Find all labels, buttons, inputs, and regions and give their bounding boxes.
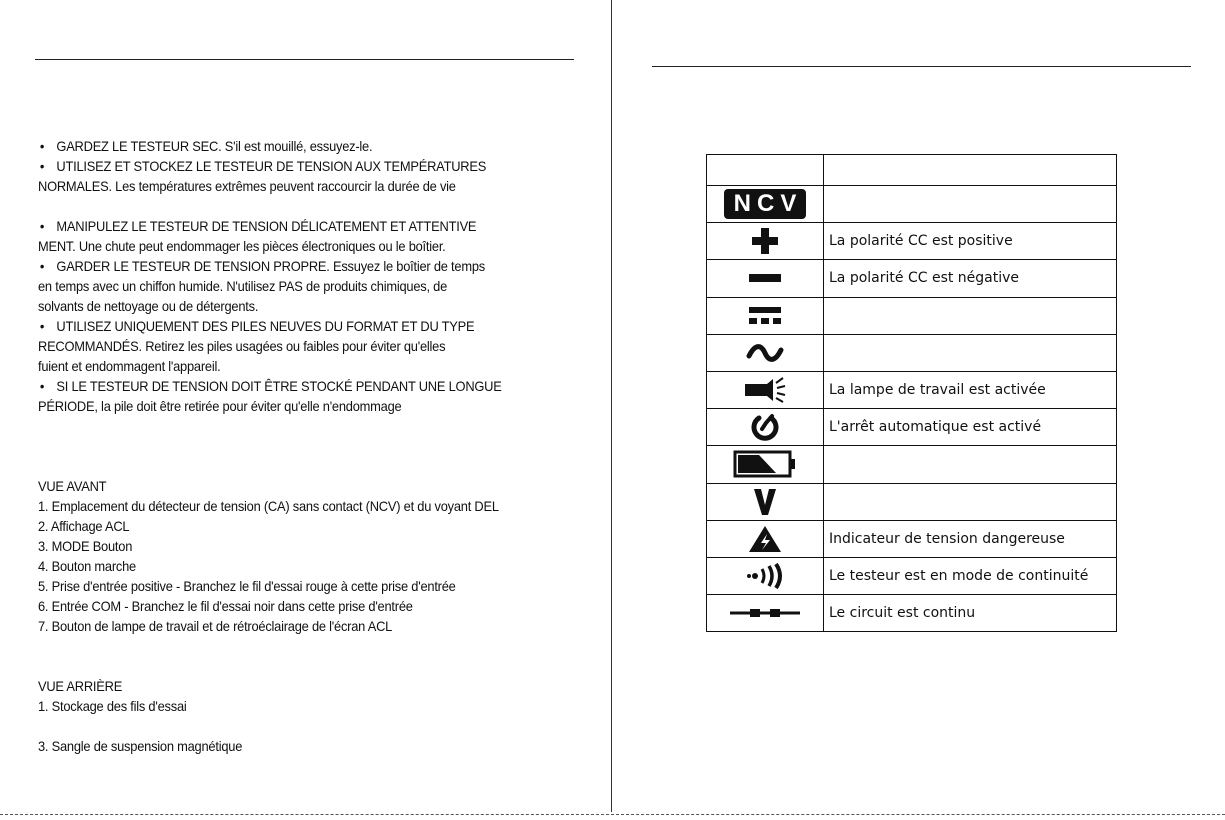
symbol-cell: [707, 297, 824, 334]
front-view-item: 5. Prise d'entrée positive - Branchez le fil d'essai rouge à cette prise d'entrée: [38, 578, 456, 594]
rear-view-item: 3. Sangle de suspension magnétique: [38, 738, 243, 754]
continuity-sound-icon: [743, 562, 787, 590]
symbol-cell: [707, 557, 824, 594]
symbol-description: Le testeur est en mode de continuité: [824, 557, 1117, 594]
symbol-table-header-row: [707, 155, 1117, 186]
symbol-cell: [707, 520, 824, 557]
table-row: [707, 297, 1117, 334]
right-header-rule: [652, 66, 1191, 67]
symbol-cell: [707, 371, 824, 408]
precaution-line: MENT. Une chute peut endommager les pièces électroniques ou le boîtier.: [38, 238, 446, 254]
high-voltage-warning-icon: [747, 524, 783, 554]
symbol-description: [824, 483, 1117, 520]
front-view-heading: VUE AVANT: [38, 478, 107, 494]
symbol-description: [824, 446, 1117, 483]
minus-icon: [748, 268, 782, 288]
symbol-cell: [707, 409, 824, 446]
precaution-line: solvants de nettoyage ou de détergents.: [38, 298, 259, 314]
table-row: [707, 557, 1117, 594]
symbol-description: La lampe de travail est activée: [824, 371, 1117, 408]
table-row: [707, 595, 1117, 632]
symbol-cell: [707, 186, 824, 223]
plus-icon: [750, 226, 780, 256]
front-view-item: 1. Emplacement du détecteur de tension (CA) sans contact (NCV) et du voyant DEL: [38, 498, 499, 514]
work-lamp-icon: [743, 375, 787, 405]
precaution-line: RECOMMANDÉS. Retirez les piles usagées ou faibles pour éviter qu'elles: [38, 338, 446, 354]
precaution-line: en temps avec un chiffon humide. N'utilisez PAS de produits chimiques, de: [38, 278, 448, 294]
table-row: [707, 223, 1117, 260]
volt-icon: [752, 487, 778, 517]
symbol-description: La polarité CC est négative: [824, 260, 1117, 297]
ac-wave-icon: [746, 342, 784, 364]
precaution-line: PÉRIODE, la pile doit être retirée pour éviter qu'elle n'endommage: [38, 398, 402, 414]
precaution-line: fuient et endommagent l'appareil.: [38, 358, 221, 374]
symbol-description: L'arrêt automatique est activé: [824, 409, 1117, 446]
precaution-line: • GARDEZ LE TESTEUR SEC. S'il est mouillé, essuyez-le.: [38, 136, 372, 156]
table-row: [707, 446, 1117, 483]
front-view-item: 3. MODE Bouton: [38, 538, 133, 554]
precaution-line: • UTILISEZ UNIQUEMENT DES PILES NEUVES DU FORMAT ET DU TYPE: [38, 316, 474, 336]
symbol-description: La polarité CC est positive: [824, 223, 1117, 260]
rear-view-heading: VUE ARRIÈRE: [38, 678, 123, 694]
rear-view-item: 1. Stockage des fils d'essai: [38, 698, 187, 714]
symbol-column-header: [707, 155, 824, 186]
symbol-cell: [707, 483, 824, 520]
battery-icon: [733, 449, 797, 479]
description-column-header: [824, 155, 1117, 186]
symbol-description: [824, 297, 1117, 334]
symbol-description: [824, 186, 1117, 223]
table-row: [707, 520, 1117, 557]
front-view-item: 4. Bouton marche: [38, 558, 136, 574]
symbol-description: Le circuit est continu: [824, 595, 1117, 632]
page-divider: [611, 0, 612, 812]
table-row: [707, 409, 1117, 446]
front-view-item: 6. Entrée COM - Branchez le fil d'essai noir dans cette prise d'entrée: [38, 598, 413, 614]
front-view-item: 2. Affichage ACL: [38, 518, 130, 534]
symbol-cell: [707, 446, 824, 483]
table-row: [707, 186, 1117, 223]
symbol-cell: [707, 334, 824, 371]
table-row: [707, 334, 1117, 371]
symbol-cell: [707, 223, 824, 260]
symbol-cell: [707, 260, 824, 297]
precaution-line: • UTILISEZ ET STOCKEZ LE TESTEUR DE TENSION AUX TEMPÉRATURES: [38, 156, 486, 176]
symbol-description: [824, 334, 1117, 371]
precaution-line: • GARDER LE TESTEUR DE TENSION PROPRE. Essuyez le boîtier de temps: [38, 256, 485, 276]
symbol-table: [706, 154, 1117, 632]
ncv-badge-icon: NCV: [724, 189, 807, 219]
left-header-rule: [35, 59, 574, 60]
precaution-line: • SI LE TESTEUR DE TENSION DOIT ÊTRE STOCKÉ PENDANT UNE LONGUE: [38, 376, 502, 396]
table-row: [707, 260, 1117, 297]
dc-icon: [748, 303, 782, 329]
page-bottom-edge: [0, 814, 1225, 815]
symbol-description: Indicateur de tension dangereuse: [824, 520, 1117, 557]
table-row: [707, 371, 1117, 408]
circuit-closed-icon: [728, 602, 802, 624]
precaution-line: NORMALES. Les températures extrêmes peuvent raccourcir la durée de vie: [38, 178, 456, 194]
symbol-cell: [707, 595, 824, 632]
front-view-item: 7. Bouton de lampe de travail et de rétroéclairage de l'écran ACL: [38, 618, 393, 634]
table-row: [707, 483, 1117, 520]
precaution-line: • MANIPULEZ LE TESTEUR DE TENSION DÉLICATEMENT ET ATTENTIVE: [38, 216, 476, 236]
auto-power-off-icon: [750, 412, 780, 442]
